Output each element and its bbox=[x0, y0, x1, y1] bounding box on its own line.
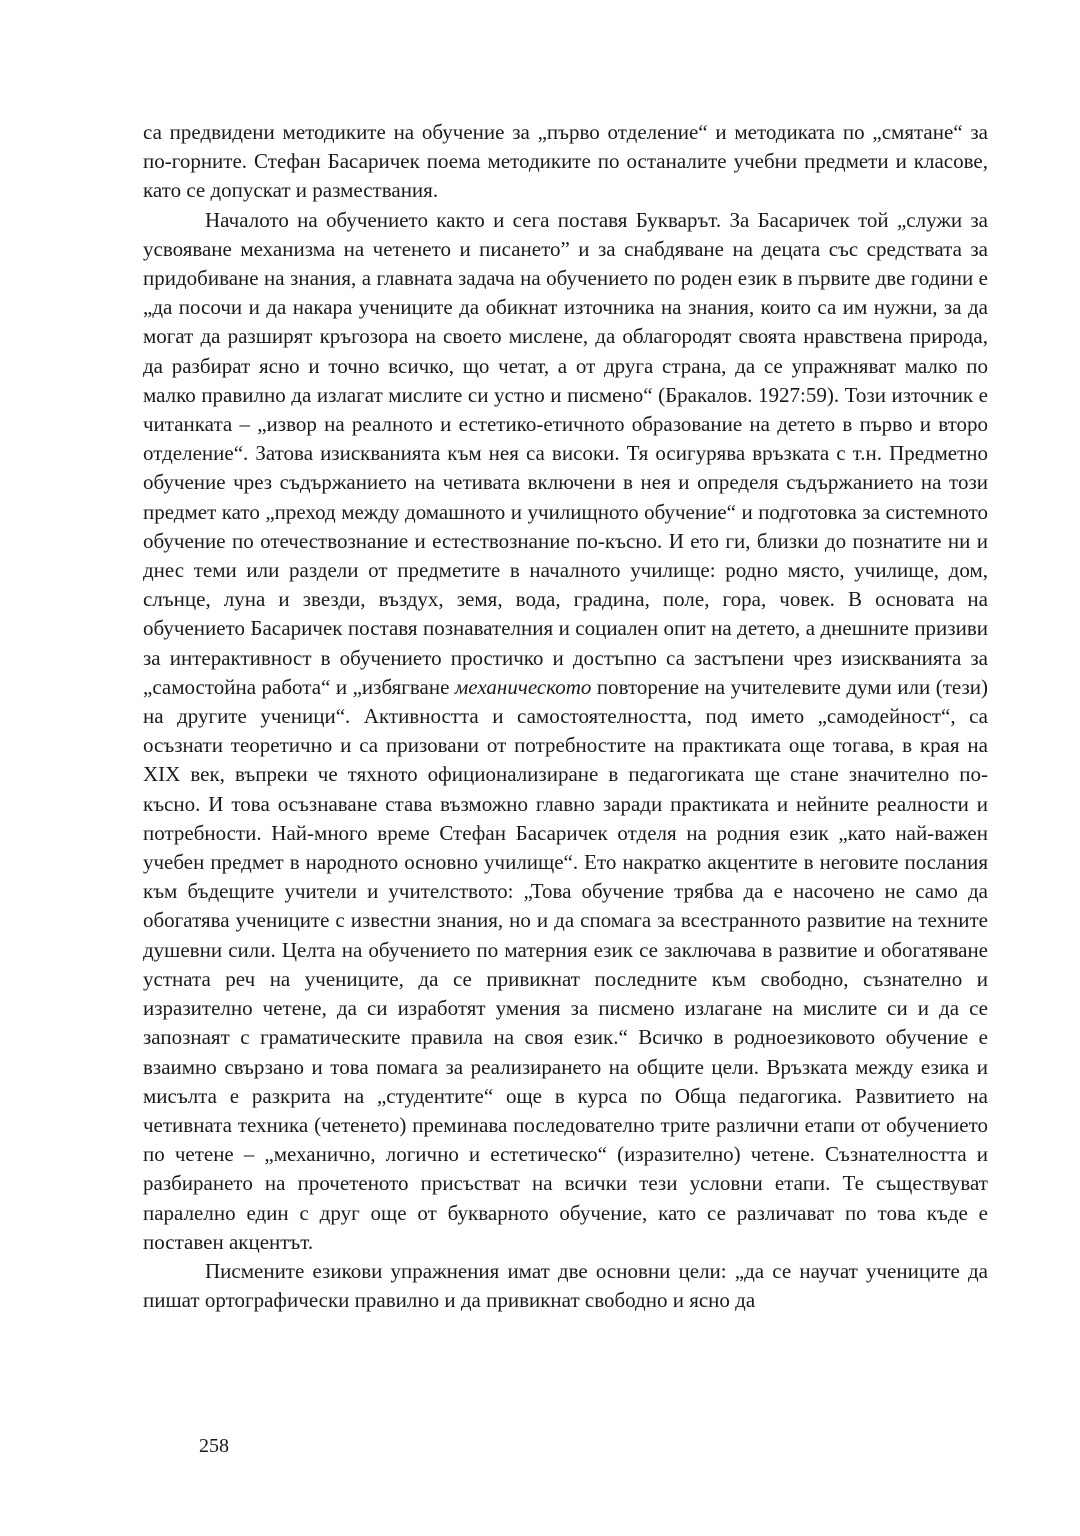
paragraph-text: са предвидени методиките на обучение за „първо отделение“ и методиката по „смятане“ за по-горните. Стефан Басаричек поема методиките по останалите учебни предмети и класове, като се допускат и размествания. bbox=[143, 120, 988, 203]
paragraph bbox=[143, 1257, 988, 1315]
paragraph-text: Писмените езикови упражнения имат две основни цели: „да се научат учениците да пишат ортографически правилно и да привикнат свободно и ясно да bbox=[143, 1258, 988, 1313]
page-number: 258 bbox=[199, 1435, 229, 1457]
paragraph-text: повторение на учителевите думи или (тези) на другите ученици“. Активността и самостоятелността, под името „самодейност“, са осъзнати теоретично и са призовани от потребностите на практиката още тогава, в края на XIX век, въпреки че тяхното официонализиране в педагогиката ще стане значително по-късно. И това осъзнаване става възможно главно заради практиката и нейните реалности и потребности. Най-много време Стефан Басаричек отделя на родния език „като най-важен учебен предмет в народното основно училище“. Ето накратко акцентите в неговите послания към бъдещите учители и учителството: „Това обучение трябва да е насочено не само да обогатява учениците с известни знания, но и да спомага за всестранното развитие на техните душевни сили. Целта на обучението по матерния език се заключава в развитие и обогатяване устната реч на учениците, да се привикнат последните към свободно, съзнателно и изразително четене, да си изработят умения за писмено излагане на мислите си и да се запознаят с граматическите правила на своя език.“ Всичко в родноезиковото обучение е взаимно свързано и това помага за реализирането на общите цели. Връзката между езика и мисълта е разкрита на „студентите“ още в курса по Обща педагогика. Развитието на четивната техника (четенето) преминава последователно трите различни етапи от обучението по четене – „механично, логично и естетическо“ (изразително) четене. Съзнателността и разбирането на прочетеното присъстват на всички тези условни етапи. Те съществуват паралелно един с друг още от букварното обучение, като се различават по това къде е поставен акцентът. bbox=[143, 674, 989, 1254]
italic-text: механическото bbox=[454, 674, 592, 699]
body-text bbox=[143, 118, 988, 1315]
paragraph bbox=[143, 118, 988, 206]
paragraph-text: Началото на обучението както и сега поставя Букварът. За Басаричек той „служи за усвояване механизма на четенето и писането” и за снабдяване на децата със средствата за придобиване на знания, а главната задача на обучението по роден език в първите две години е „да посочи и да накара учениците да обикнат източника на знания, които са им нужни, за да могат да разширят кръгозора на своето мислене, да облагородят своята нравствена природа, да разбират ясно и точно всичко, що четат, а от друга страна, да се упражняват малко по малко правилно да излагат мислите си устно и писмено“ (Бракалов. 1927:59). Този източник е читанката – „извор на реалното и естетико-етичното образование на детето в първо и второ отделение“. Затова изискванията към нея са високи. Тя осигурява връзката с т.н. Предметно обучение чрез съдържанието на четивата включени в нея и определя съдържанието на този предмет като „преход между домашното и училищното обучение“ и подготовка за системното обучение по отечествознание и естествознание по-късно. И ето ги, близки до познатите ни и днес теми или раздели от предметите в началното училище: родно място, училище, дом, слънце, луна и звезди, въздух, земя, вода, градина, поле, гора, човек. В основата на обучението Басаричек поставя познавателния и социален опит на детето, а днешните призиви за интерактивност в обучението простичко и достъпно са застъпени чрез изискванията за „самостойна работа“ и „избягване bbox=[143, 207, 988, 699]
paragraph bbox=[143, 206, 988, 1257]
